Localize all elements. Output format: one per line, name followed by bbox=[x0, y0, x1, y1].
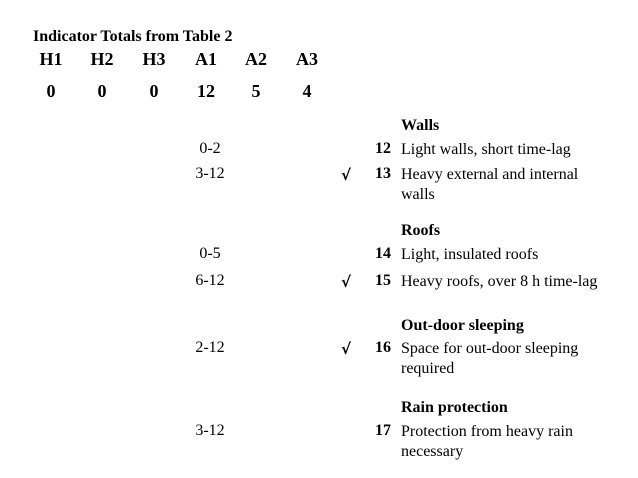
recommendation-number: 12 bbox=[375, 140, 391, 157]
range-label: 2-12 bbox=[195, 339, 225, 356]
recommendation-text: Light, insulated roofs bbox=[401, 246, 539, 263]
indicator-total-h3: 0 bbox=[149, 81, 159, 101]
recommendation-number: 13 bbox=[375, 165, 391, 182]
indicator-header-a3: A3 bbox=[296, 49, 318, 69]
indicator-total-h2: 0 bbox=[97, 81, 107, 101]
recommendation-text: Heavy roofs, over 8 h time-lag bbox=[401, 273, 598, 290]
check-mark: √ bbox=[340, 166, 351, 184]
recommendation-text: Space for out-door sleeping required bbox=[401, 340, 579, 377]
check-mark: √ bbox=[340, 340, 351, 358]
range-label: 6-12 bbox=[195, 272, 225, 289]
recommendation-number: 17 bbox=[375, 422, 391, 439]
indicator-total-a1: 12 bbox=[197, 81, 215, 101]
indicator-total-h1: 0 bbox=[46, 81, 56, 101]
range-label: 0-2 bbox=[199, 140, 221, 157]
indicator-header-h1: H1 bbox=[39, 49, 63, 69]
range-label: 3-12 bbox=[195, 165, 225, 182]
section-heading-outdoor-sleeping: Out-door sleeping bbox=[401, 317, 524, 334]
page-title: Indicator Totals from Table 2 bbox=[33, 28, 233, 45]
range-label: 0-5 bbox=[199, 245, 221, 262]
recommendation-number: 14 bbox=[375, 245, 391, 262]
indicator-header-a1: A1 bbox=[195, 49, 217, 69]
indicator-header-h3: H3 bbox=[142, 49, 166, 69]
recommendation-number: 15 bbox=[375, 272, 391, 289]
indicator-total-a2: 5 bbox=[251, 81, 261, 101]
section-heading-roofs: Roofs bbox=[401, 222, 441, 239]
section-heading-rain-protection: Rain protection bbox=[401, 399, 508, 416]
recommendation-text: Light walls, short time-lag bbox=[401, 141, 571, 158]
section-heading-walls: Walls bbox=[401, 117, 440, 134]
recommendation-number: 16 bbox=[375, 339, 391, 356]
recommendation-text: Heavy external and internal walls bbox=[401, 166, 579, 203]
check-mark: √ bbox=[340, 273, 351, 291]
range-label: 3-12 bbox=[195, 422, 225, 439]
indicator-header-a2: A2 bbox=[245, 49, 267, 69]
indicator-total-a3: 4 bbox=[302, 81, 312, 101]
recommendation-text: Protection from heavy rain necessary bbox=[401, 423, 573, 460]
indicator-header-h2: H2 bbox=[90, 49, 114, 69]
